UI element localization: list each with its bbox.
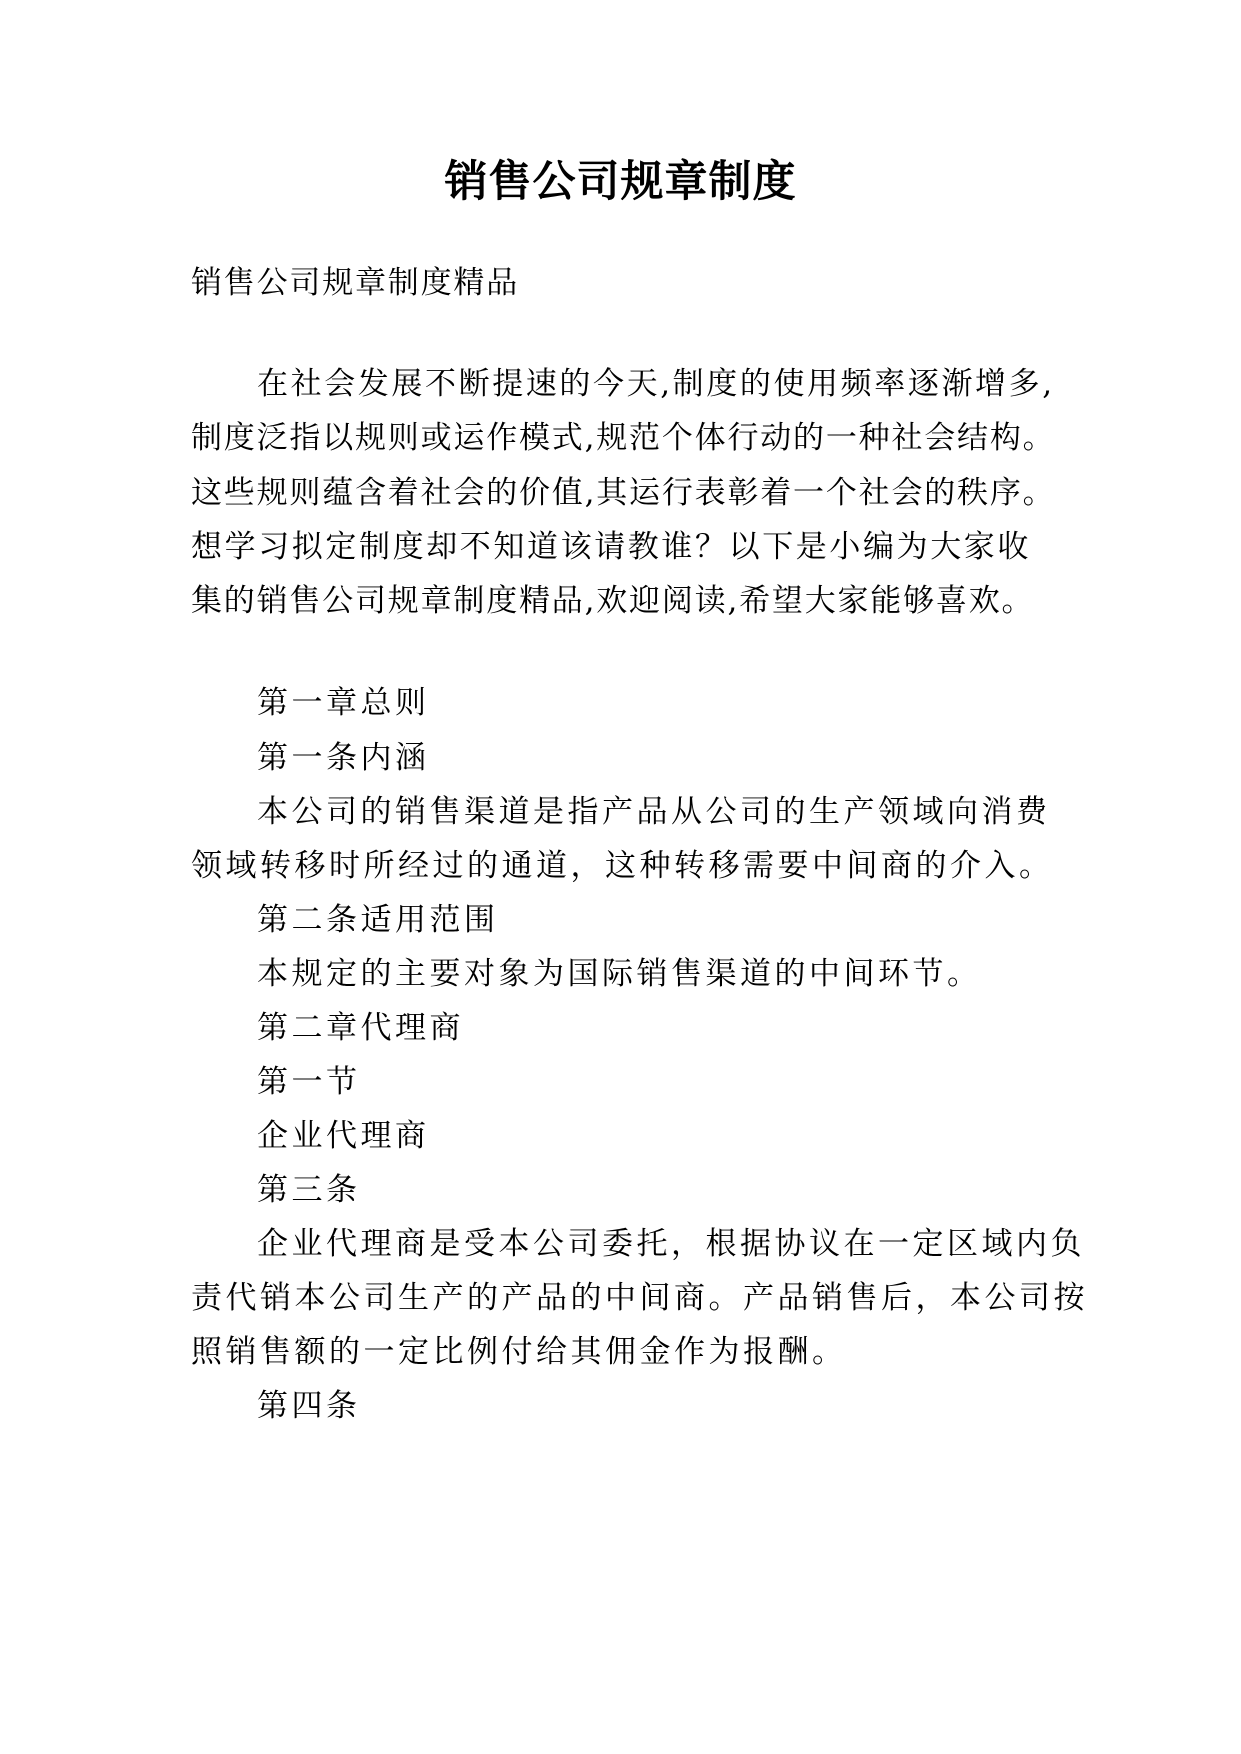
article-text-line: 领域转移时所经过的通道，这种转移需要中间商的介入。 (191, 848, 1054, 884)
article-text-line: 本规定的主要对象为国际销售渠道的中间环节。 (257, 956, 982, 992)
section-title: 企业代理商 (257, 1118, 430, 1154)
intro-line: 制度泛指以规则或运作模式,规范个体行动的一种社会结构。 (191, 420, 1056, 456)
intro-line: 集的销售公司规章制度精品,欢迎阅读,希望大家能够喜欢。 (191, 583, 1035, 619)
intro-line: 在社会发展不断提速的今天,制度的使用频率逐渐增多, (257, 366, 1055, 402)
article-heading: 第三条 (257, 1172, 361, 1208)
document-title: 销售公司规章制度 (444, 157, 797, 207)
article-heading: 第二条适用范围 (257, 902, 499, 938)
article-text-line: 照销售额的一定比例付给其佣金作为报酬。 (191, 1334, 847, 1370)
section-heading: 第一节 (257, 1064, 361, 1100)
chapter-heading: 第一章总则 (257, 685, 430, 721)
intro-line: 这些规则蕴含着社会的价值,其运行表彰着一个社会的秩序。 (191, 475, 1056, 511)
article-text-line: 企业代理商是受本公司委托，根据协议在一定区域内负 (257, 1226, 1085, 1262)
article-text-line: 责代销本公司生产的产品的中间商。产品销售后，本公司按 (191, 1280, 1088, 1316)
document-subtitle: 销售公司规章制度精品 (191, 265, 519, 301)
intro-line: 想学习拟定制度却不知道该请教谁？以下是小编为大家收 (191, 529, 1031, 565)
article-text-line: 本公司的销售渠道是指产品从公司的生产领域向消费 (257, 794, 1051, 830)
chapter-heading: 第二章代理商 (257, 1010, 464, 1046)
article-heading: 第四条 (257, 1388, 361, 1424)
article-heading: 第一条内涵 (257, 740, 430, 776)
